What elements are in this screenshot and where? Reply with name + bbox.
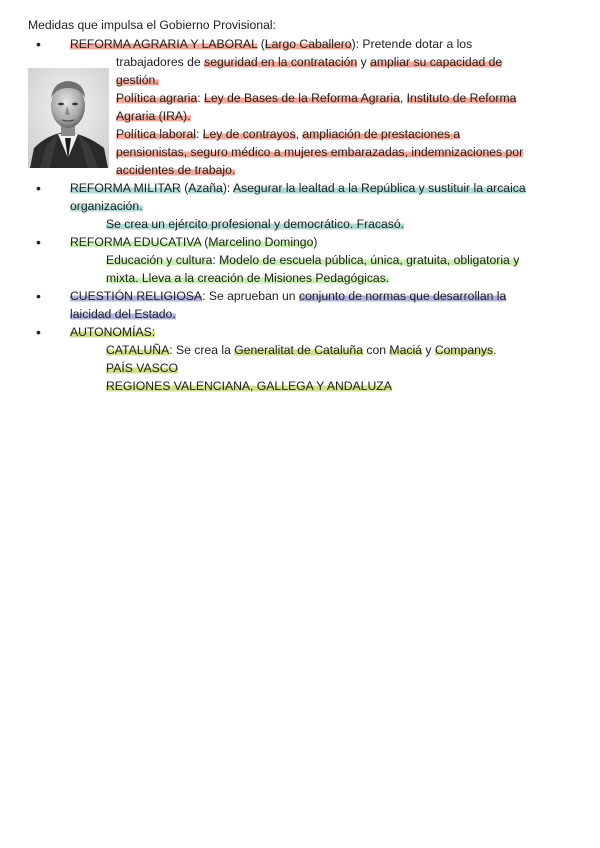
portrait-photo [28,68,109,168]
list-bullet: • [36,234,41,250]
heading-cuestion-religiosa: CUESTIÓN RELIGIOSA [70,289,203,303]
text-line: organización. [70,199,143,213]
document-title: Medidas que impulsa el Gobierno Provisional: [28,18,276,32]
text-line: PAÍS VASCO [106,361,179,375]
text-line: REGIONES VALENCIANA, GALLEGA Y ANDALUZA [106,379,392,393]
text-line: Política laboral: Ley de contrayos, ampliación de prestaciones a [116,127,461,141]
text-line: Política agraria: Ley de Bases de la Reforma Agraria, Instituto de Reforma [116,91,517,105]
heading-reforma-militar: REFORMA MILITAR [70,181,181,195]
list-item-cuestion-religiosa: CUESTIÓN RELIGIOSA: Se aprueban un conjunto de normas que desarrollan la [70,289,507,303]
text-line: trabajadores de seguridad en la contratación y ampliar su capacidad de [116,55,503,69]
text-line: Educación y cultura: Modelo de escuela pública, única, gratuita, obligatoria y [106,253,520,267]
list-item-reforma-educativa: REFORMA EDUCATIVA (Marcelino Domingo) [70,235,318,249]
text-line: accidentes de trabajo. [116,163,236,177]
heading-autonomias: AUTONOMÍAS: [70,325,156,339]
list-item-autonomias [70,324,155,340]
list-bullet: • [36,36,41,52]
list-bullet: • [36,288,41,304]
list-bullet: • [36,324,41,340]
person-largo-caballero: Largo Caballero [264,37,352,51]
heading-reforma-educativa: REFORMA EDUCATIVA [70,235,201,249]
list-bullet: • [36,180,41,196]
heading-reforma-agraria-laboral: REFORMA AGRARIA Y LABORAL [70,37,258,51]
person-marcelino-domingo: Marcelino Domingo [208,235,314,249]
list-item-reforma-laboral: REFORMA AGRARIA Y LABORAL (Largo Caballero): Pretende dotar a los [70,37,473,51]
person-azana: Azaña [188,181,223,195]
text-line: CATALUÑA: Se crea la Generalitat de Cataluña con Maciá y Companys. [106,343,497,357]
text-line: pensionistas, seguro médico a mujeres embarazadas, indemnizaciones por [116,145,524,159]
list-item-reforma-militar: REFORMA MILITAR (Azaña): Asegurar la lealtad a la República y sustituir la arcaica [70,181,526,195]
text-line: Agraria (IRA). [116,109,191,123]
text-line: laicidad del Estado. [70,307,176,321]
text-line: mixta. Lleva a la creación de Misiones Pedagógicas. [106,271,390,285]
text-line: Se crea un ejército profesional y democrático. Fracasó. [106,217,405,231]
text-line: gestión. [116,73,159,87]
